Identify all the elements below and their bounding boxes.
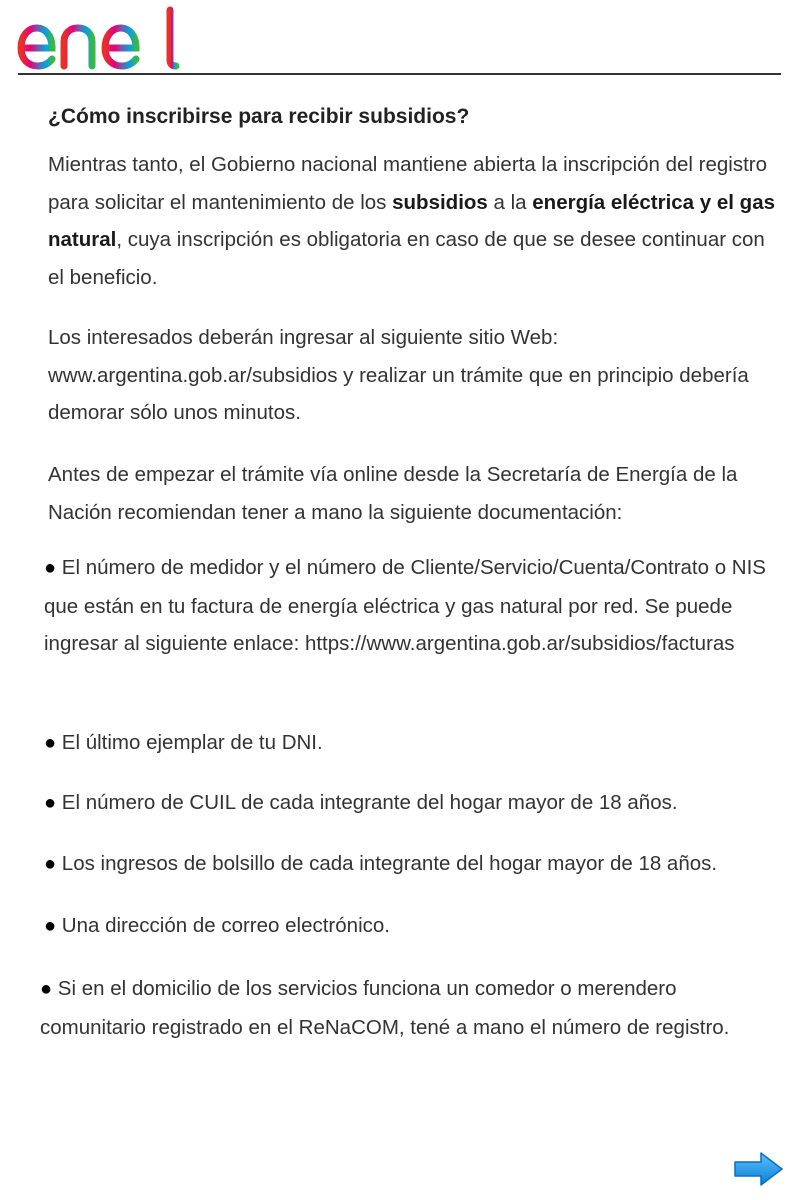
list-item-text: Los ingresos de bolsillo de cada integrante del hogar mayor de 18 años. — [61, 852, 718, 875]
header-divider — [18, 73, 781, 75]
bullet-icon: ● — [44, 853, 57, 875]
page-title: ¿Cómo inscribirse para recibir subsidios? — [48, 105, 470, 128]
list-item-text: El número de medidor y el número de Cliente/Servicio/Cuenta/Contrato o NIS que están en tu factura de energía eléctrica y gas natural por red. Se puede ingresar al siguiente enlace: https://www.argentina.gob.ar/subsidios/facturas — [44, 556, 766, 655]
bullet-icon: ● — [44, 557, 57, 579]
paragraph-1-text-a: Mientras tanto, el Gobierno nacional mantiene abierta la inscripción del registro para solicitar el mantenimiento de los — [48, 153, 768, 214]
paragraph-1-bold-subsidios: subsidios — [392, 190, 488, 214]
list-item-text: Una dirección de correo electrónico. — [61, 914, 390, 937]
paragraph-1-text-c: , cuya inscripción es obligatoria en caso de que se desee continuar con el beneficio. — [48, 228, 765, 289]
paragraph-2: Los interesados deberán ingresar al siguiente sitio Web: www.argentina.gob.ar/subsidios y realizar un trámite que en principio debería demorar sólo unos minutos. — [48, 326, 749, 424]
enel-logo — [16, 6, 180, 70]
list-item — [44, 549, 774, 663]
list-item — [40, 970, 740, 1046]
arrow-right-icon[interactable] — [732, 1150, 784, 1188]
paragraph-3: Antes de empezar el trámite vía online desde la Secretaría de Energía de la Nación recomiendan tener a mano la siguiente documentación: — [48, 463, 738, 524]
list-item — [44, 907, 774, 946]
bullet-icon: ● — [44, 792, 57, 814]
list-item-text: El último ejemplar de tu DNI. — [61, 731, 323, 754]
header — [0, 0, 800, 76]
bullet-icon: ● — [44, 732, 57, 754]
paragraph-1 — [48, 146, 778, 296]
paragraph-1-text-b: a la — [487, 190, 533, 214]
bullet-icon: ● — [40, 978, 53, 1000]
bullet-icon: ● — [44, 915, 57, 937]
list-item-text: El número de CUIL de cada integrante del hogar mayor de 18 años. — [61, 791, 678, 814]
list-item — [44, 845, 774, 884]
list-item — [44, 784, 774, 823]
list-item — [44, 724, 774, 763]
list-item-text: Si en el domicilio de los servicios funciona un comedor o merendero comunitario registrado en el ReNaCOM, tené a mano el número de registro. — [40, 977, 730, 1039]
paragraph-1-bold-energia: energía eléctrica y el gas natural — [48, 190, 775, 251]
